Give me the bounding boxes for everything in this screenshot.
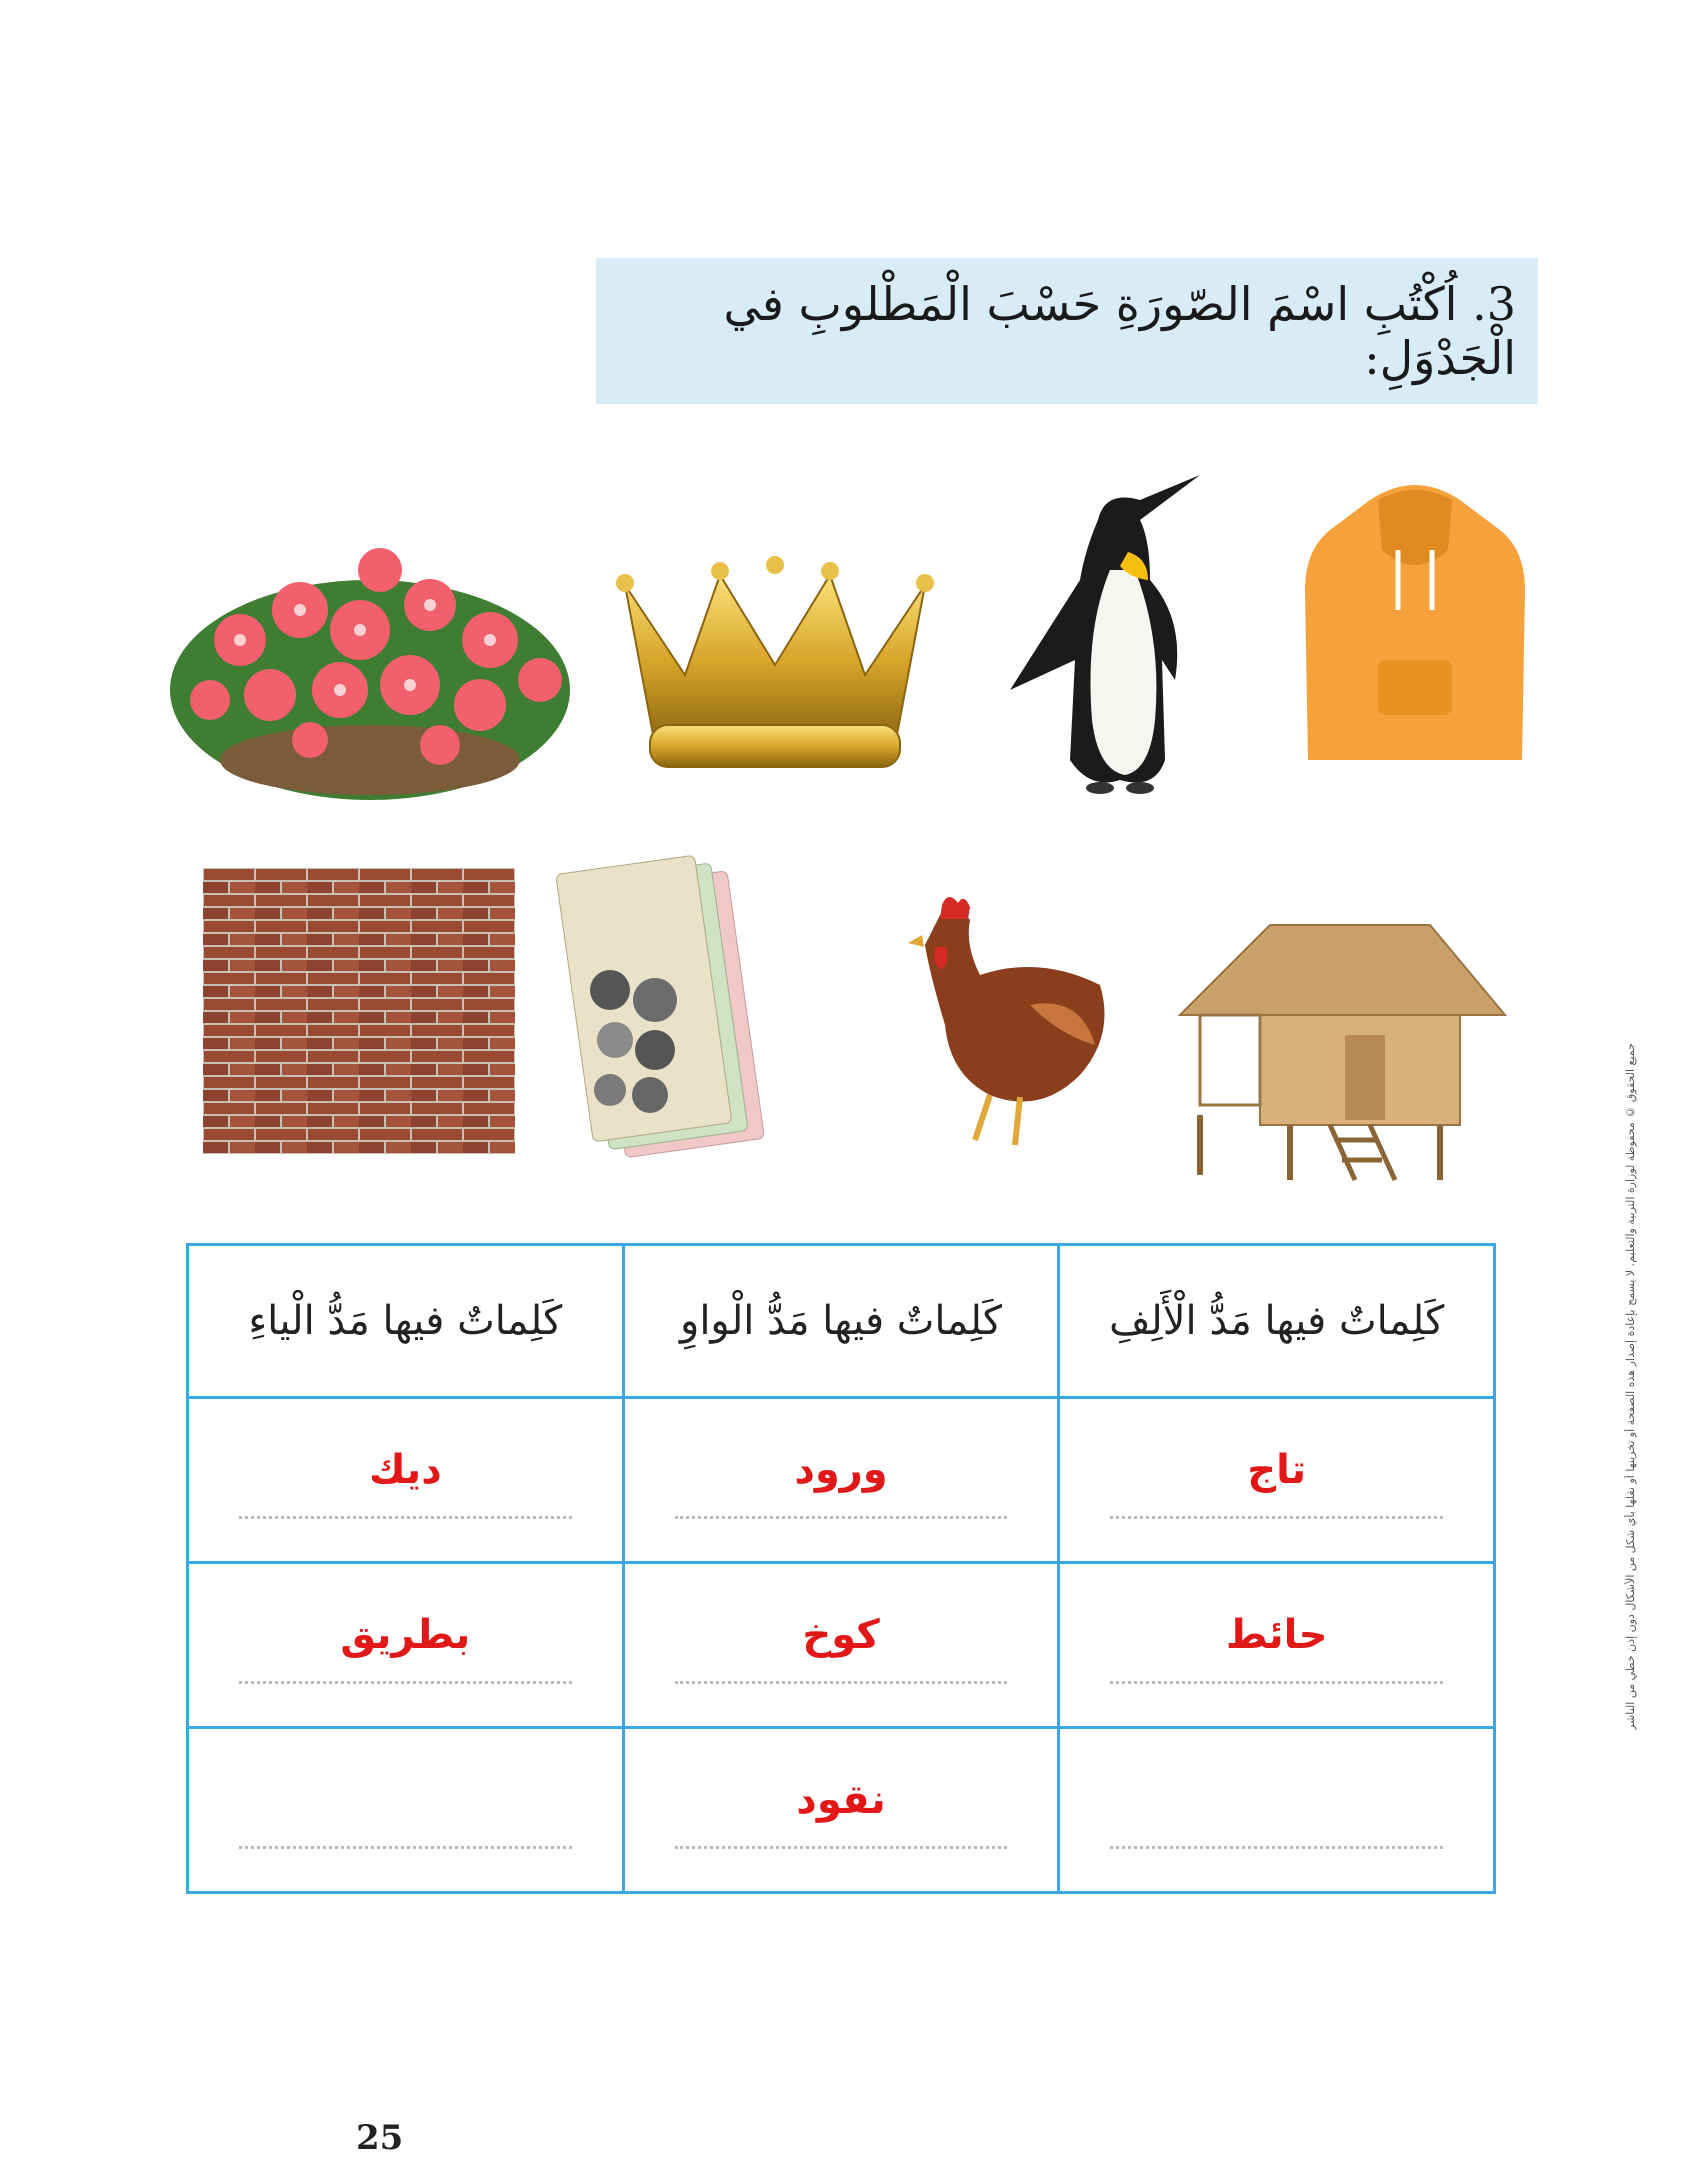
answer-text: نقود <box>796 1777 886 1823</box>
flower-pot-image <box>150 520 590 820</box>
answer-cell[interactable] <box>623 1728 1059 1893</box>
table-row <box>188 1563 1495 1728</box>
money-image <box>555 840 785 1170</box>
table-header-row <box>188 1245 1495 1398</box>
answer-text: ديك <box>368 1447 442 1493</box>
brick-wall-image <box>203 868 515 1154</box>
hut-image <box>1170 915 1510 1185</box>
exercise-title: 3. اُكْتُبِ اسْمَ الصّورَةِ حَسْبَ الْمَطْلوبِ في الْجَدْوَلِ: <box>723 277 1516 385</box>
page-number: 25 <box>356 2118 404 2158</box>
header-waw: كَلِماتٌ فيها مَدُّ الْواوِ <box>623 1245 1059 1398</box>
answer-text: حائط <box>1225 1612 1328 1658</box>
answer-text: بطريق <box>340 1612 471 1658</box>
answer-cell[interactable] <box>623 1563 1059 1728</box>
hen-image <box>880 885 1120 1165</box>
answer-text: تاج <box>1247 1447 1307 1493</box>
word-classification-table <box>186 1243 1496 1894</box>
answer-text: ورود <box>794 1447 888 1493</box>
answer-cell[interactable] <box>1059 1398 1495 1563</box>
answer-cell[interactable] <box>188 1728 624 1893</box>
table-row <box>188 1398 1495 1563</box>
table-row <box>188 1728 1495 1893</box>
answer-cell[interactable] <box>1059 1563 1495 1728</box>
header-ya: كَلِماتٌ فيها مَدُّ الْياءِ <box>188 1245 624 1398</box>
answer-cell[interactable] <box>188 1398 624 1563</box>
header-alif: كَلِماتٌ فيها مَدُّ الْأَلِفِ <box>1059 1245 1495 1398</box>
side-copyright-note: جميع الحقوق © محفوظة لوزارة التربية والتعليم. لا يسمح بإعادة إصدار هذه الصفحة أو تخزينها أو نقلها بأي شكل من الأشكال دون إذن خطي من الناشر <box>1624 1043 1637 1730</box>
hoodie-image <box>1300 470 1530 770</box>
penguin-image <box>990 470 1200 800</box>
exercise-title-box <box>596 258 1538 404</box>
answer-cell[interactable] <box>1059 1728 1495 1893</box>
answer-text: كوخ <box>802 1612 880 1658</box>
crown-image <box>610 555 940 780</box>
answer-cell[interactable] <box>188 1563 624 1728</box>
answer-cell[interactable] <box>623 1398 1059 1563</box>
